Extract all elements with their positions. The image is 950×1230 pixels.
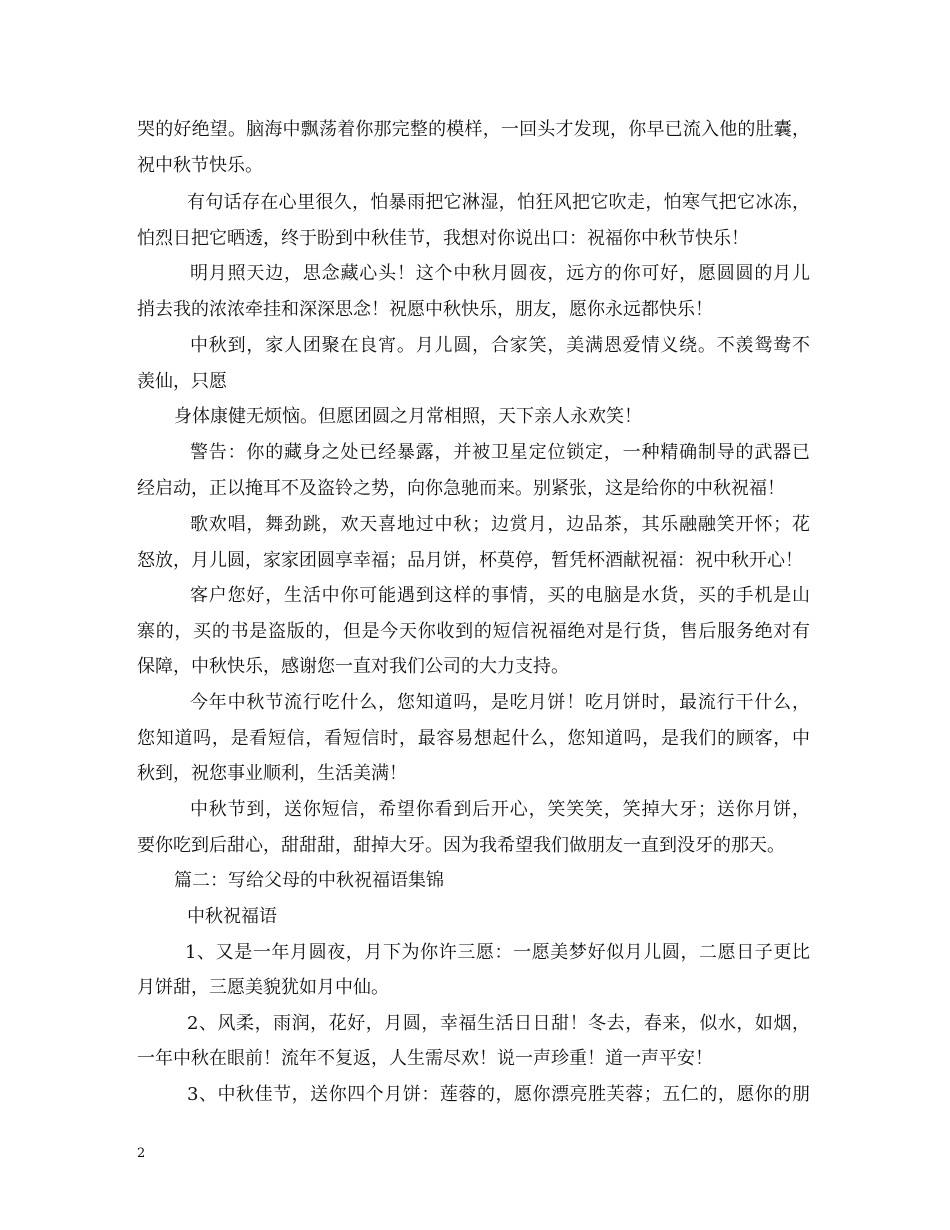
text-line: 经启动，正以掩耳不及盗铃之势，向你急驰而来。别紧张，这是给你的中秋祝福！ — [137, 478, 785, 499]
text-line: 明月照天边，思念藏心头！这个中秋月圆夜，远方的你可好，愿圆圆的月儿 — [190, 263, 810, 284]
text-line: 羡仙，只愿 — [137, 371, 227, 392]
text-line: 1、又是一年月圆夜，月下为你许三愿：一愿美梦好似月儿圆，二愿日子更比 — [185, 942, 810, 963]
text-line: 捎去我的浓浓牵挂和深深思念！祝愿中秋快乐，朋友，愿你永远都快乐！ — [137, 299, 713, 320]
text-line: 警告：你的藏身之处已经暴露，并被卫星定位锁定，一种精确制导的武器已 — [190, 442, 810, 463]
page-number: 2 — [137, 1146, 146, 1161]
text-line: 您知道吗，是看短信，看短信时，最容易想起什么，您知道吗，是我们的顾客，中 — [137, 728, 810, 749]
text-line: 保障，中秋快乐，感谢您一直对我们公司的大力支持。 — [137, 656, 569, 677]
text-line: 中秋节到，送你短信，希望你看到后开心，笑笑笑，笑掉大牙；送你月饼， — [190, 799, 810, 820]
text-line: 祝中秋节快乐。 — [137, 155, 263, 176]
text-line: 要你吃到后甜心，甜甜甜，甜掉大牙。因为我希望我们做朋友一直到没牙的那天。 — [137, 835, 785, 856]
text-line: 客户您好，生活中你可能遇到这样的事情，买的电脑是水货，买的手机是山 — [190, 585, 810, 606]
text-line: 身体康健无烦恼。但愿团圆之月常相照，天下亲人永欢笑！ — [174, 406, 642, 427]
text-line: 一年中秋在眼前！流年不复返，人生需尽欢！说一声珍重！道一声平安！ — [137, 1048, 713, 1069]
text-line: 中秋到，家人团聚在良宵。月儿圆，合家笑，美满恩爱情义绕。不羡鸳鸯不 — [190, 335, 810, 356]
text-line: 2、风柔，雨润，花好，月圆，幸福生活日日甜！冬去，春来，似水，如烟， — [187, 1013, 810, 1034]
text-line: 今年中秋节流行吃什么，您知道吗，是吃月饼！吃月饼时，最流行干什么， — [190, 692, 810, 713]
text-line: 寨的，买的书是盗版的，但是今天你收到的短信祝福绝对是行货，售后服务绝对有 — [137, 621, 810, 642]
text-line: 哭的好绝望。脑海中飘荡着你那完整的模样，一回头才发现，你早已流入他的肚囊， — [137, 119, 810, 140]
text-line: 月饼甜，三愿美貌犹如月中仙。 — [137, 977, 389, 998]
text-line: 怕烈日把它晒透，终于盼到中秋佳节，我想对你说出口：祝福你中秋节快乐！ — [137, 228, 749, 249]
text-line: 怒放，月儿圆，家家团圆享幸福；品月饼，杯莫停，暂凭杯酒献祝福：祝中秋开心！ — [137, 550, 803, 571]
text-line: 歌欢唱，舞劲跳，欢天喜地过中秋；边赏月，边品茶，其乐融融笑开怀；花 — [190, 514, 810, 535]
text-line: 有句话存在心里很久，怕暴雨把它淋湿，怕狂风把它吹走，怕寒气把它冰冻， — [187, 192, 810, 213]
text-line: 3、中秋佳节，送你四个月饼：莲蓉的，愿你漂亮胜芙蓉；五仁的，愿你的朋 — [187, 1084, 810, 1105]
subheading: 中秋祝福语 — [187, 906, 277, 927]
text-line: 秋到，祝您事业顺利，生活美满！ — [137, 763, 407, 784]
section-heading: 篇二：写给父母的中秋祝福语集锦 — [174, 870, 444, 891]
